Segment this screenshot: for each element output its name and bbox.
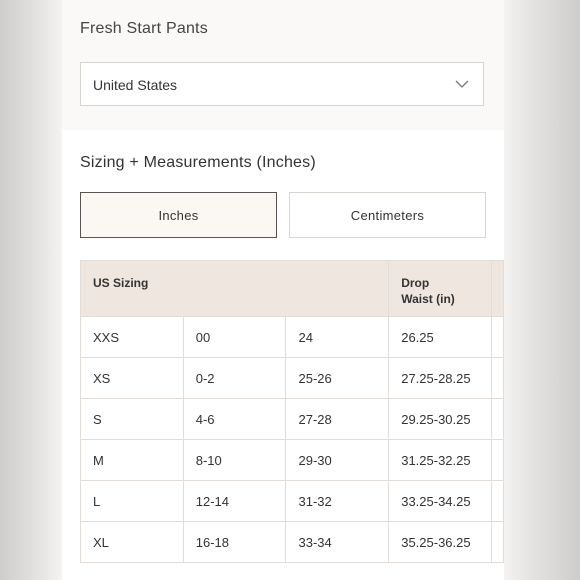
cell-waist: 24 xyxy=(286,317,389,358)
cell-drop-waist: 29.25-30.25 xyxy=(389,399,492,440)
cell-overflow xyxy=(492,440,504,481)
cell-numeric-size: 12-14 xyxy=(183,481,286,522)
product-title: Fresh Start Pants xyxy=(80,20,208,37)
size-chart-table xyxy=(80,260,504,563)
table-row xyxy=(81,399,504,440)
centimeters-toggle-button[interactable]: Centimeters xyxy=(289,192,486,238)
product-header-section xyxy=(62,0,504,130)
table-header-row xyxy=(81,261,504,317)
header-drop-waist xyxy=(389,261,492,317)
cell-drop-waist: 26.25 xyxy=(389,317,492,358)
header-drop-waist-line1: Drop xyxy=(401,276,430,290)
cell-waist: 29-30 xyxy=(286,440,389,481)
cell-drop-waist: 33.25-34.25 xyxy=(389,481,492,522)
header-us-sizing: US Sizing xyxy=(81,261,389,317)
cell-drop-waist: 27.25-28.25 xyxy=(389,358,492,399)
cell-overflow xyxy=(492,399,504,440)
table-row xyxy=(81,481,504,522)
sizing-section-title: Sizing + Measurements (Inches) xyxy=(80,154,316,171)
table-row xyxy=(81,522,504,563)
cell-size: XXS xyxy=(81,317,184,358)
size-guide-panel xyxy=(62,0,504,580)
chevron-down-icon xyxy=(455,77,469,91)
cell-size: XL xyxy=(81,522,184,563)
inches-toggle-button[interactable]: Inches xyxy=(80,192,277,238)
header-drop-waist-line2: Waist (in) xyxy=(401,292,455,306)
cell-drop-waist: 31.25-32.25 xyxy=(389,440,492,481)
table-row xyxy=(81,358,504,399)
cell-numeric-size: 00 xyxy=(183,317,286,358)
cell-overflow xyxy=(492,522,504,563)
table-row xyxy=(81,317,504,358)
header-overflow-column xyxy=(492,261,504,317)
cell-waist: 33-34 xyxy=(286,522,389,563)
cell-overflow xyxy=(492,358,504,399)
cell-size: M xyxy=(81,440,184,481)
cell-size: L xyxy=(81,481,184,522)
cell-numeric-size: 16-18 xyxy=(183,522,286,563)
cell-numeric-size: 8-10 xyxy=(183,440,286,481)
cell-size: S xyxy=(81,399,184,440)
country-select[interactable] xyxy=(80,62,484,106)
cell-overflow xyxy=(492,481,504,522)
cell-waist: 27-28 xyxy=(286,399,389,440)
cell-numeric-size: 0-2 xyxy=(183,358,286,399)
cell-overflow xyxy=(492,317,504,358)
country-select-value: United States xyxy=(93,77,178,93)
cell-waist: 31-32 xyxy=(286,481,389,522)
cell-size: XS xyxy=(81,358,184,399)
table-row xyxy=(81,440,504,481)
cell-numeric-size: 4-6 xyxy=(183,399,286,440)
cell-drop-waist: 35.25-36.25 xyxy=(389,522,492,563)
cell-waist: 25-26 xyxy=(286,358,389,399)
